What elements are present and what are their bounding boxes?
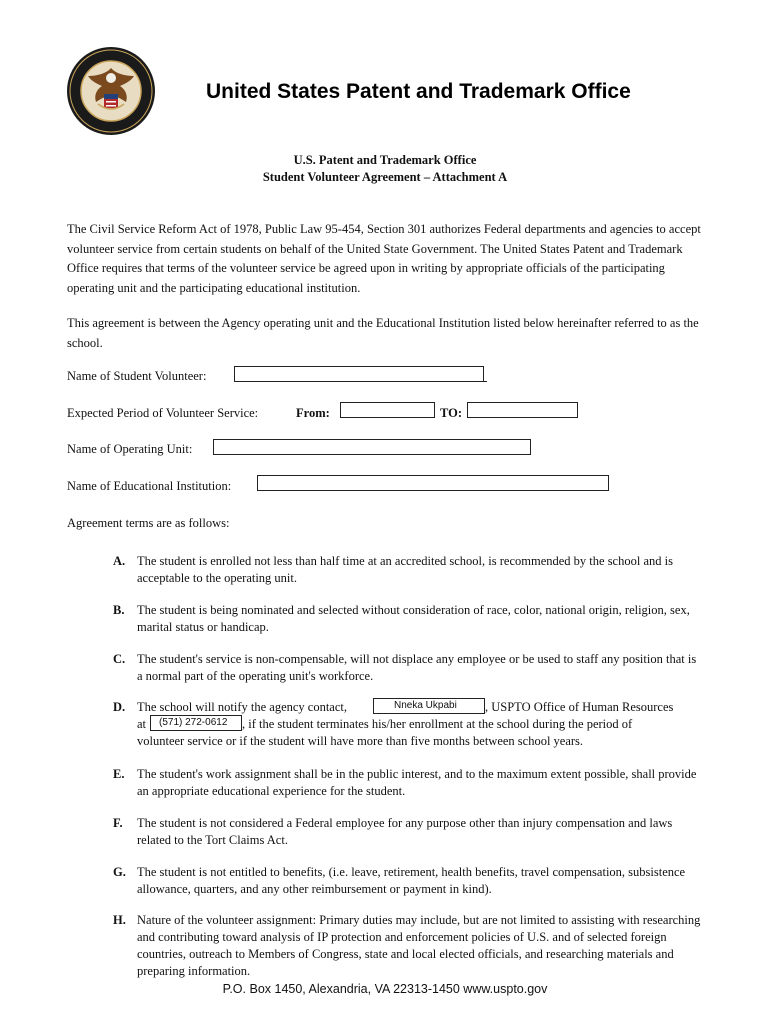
term-a-letter: A. bbox=[113, 554, 126, 568]
term-e-text: The student's work assignment shall be in the public interest, and to the maximum extent possible, shall provide an appropriate educational experience for the student. bbox=[137, 767, 697, 798]
term-c-letter: C. bbox=[113, 652, 126, 666]
educational-institution-field[interactable] bbox=[257, 475, 609, 491]
educational-institution-label: Name of Educational Institution: bbox=[67, 479, 232, 493]
term-c-text: The student's service is non-compensable, will not displace any employee or be used to staff any position that is a normal part of the operating unit's workforce. bbox=[137, 652, 697, 683]
agreement-paragraph: This agreement is between the Agency operating unit and the Educational Institution listed below hereinafter referred to as the school. bbox=[67, 316, 699, 350]
term-e-letter: E. bbox=[113, 767, 125, 781]
from-date-field[interactable] bbox=[340, 402, 435, 418]
term-b bbox=[113, 602, 703, 636]
student-name-label: Name of Student Volunteer: bbox=[67, 369, 207, 383]
term-f-letter: F. bbox=[113, 816, 123, 830]
intro-paragraph: The Civil Service Reform Act of 1978, Public Law 95-454, Section 301 authorizes Federal departments and agencies to accept volunteer service from certain students on behalf of the United State Government. The United States Patent and Trademark Office requires that terms of the volunteer service be agreed upon in writing by appropriate officials of the participating operating unit and the participating educational institution. bbox=[67, 222, 701, 295]
term-e bbox=[113, 766, 703, 800]
agreement-terms-heading: Agreement terms are as follows: bbox=[67, 516, 230, 530]
term-d-text-3: at bbox=[137, 717, 147, 731]
term-c bbox=[113, 651, 703, 685]
term-h-letter: H. bbox=[113, 913, 126, 927]
term-h-text: Nature of the volunteer assignment: Primary duties may include, but are not limited to assisting with researching and contributing toward analysis of IP protection and enforcement policies of U.S. and of selected foreign countries, outreach to Members of Congress, state and local elected officials, and researching materials and preparing information. bbox=[137, 913, 701, 978]
term-f-text: The student is not considered a Federal employee for any purpose other than injury compensation and laws related to the Tort Claims Act. bbox=[137, 816, 673, 847]
to-date-field[interactable] bbox=[467, 402, 578, 418]
contact-phone-field[interactable]: (571) 272-0612 bbox=[150, 715, 242, 731]
uspto-seal bbox=[66, 46, 156, 136]
term-b-text: The student is being nominated and selected without consideration of race, color, national origin, religion, sex, marital status or handicap. bbox=[137, 603, 690, 634]
volunteer-period-label: Expected Period of Volunteer Service: bbox=[67, 406, 259, 420]
agency-contact-field[interactable]: Nneka Ukpabi bbox=[373, 698, 485, 714]
term-a-text: The student is enrolled not less than half time at an accredited school, is recommended by the school and is acceptable to the operating unit. bbox=[137, 554, 673, 585]
term-d-text-4: , if the student terminates his/her enrollment at the school during the period of bbox=[242, 717, 633, 731]
subtitle-agreement: Student Volunteer Agreement – Attachment A bbox=[262, 170, 508, 184]
term-g bbox=[113, 864, 703, 898]
subtitle-office: U.S. Patent and Trademark Office bbox=[293, 153, 477, 167]
term-a bbox=[113, 553, 703, 587]
term-d bbox=[113, 700, 713, 752]
term-d-text-1: The school will notify the agency contact, bbox=[137, 700, 348, 714]
term-g-letter: G. bbox=[113, 865, 126, 879]
operating-unit-field[interactable] bbox=[213, 439, 531, 455]
term-f bbox=[113, 815, 703, 849]
to-label: TO: bbox=[440, 406, 462, 420]
page-title: United States Patent and Trademark Office bbox=[206, 80, 631, 103]
term-d-text-5: volunteer service or if the student will have more than five months between school years. bbox=[137, 734, 584, 748]
term-b-letter: B. bbox=[113, 603, 125, 617]
operating-unit-label: Name of Operating Unit: bbox=[67, 442, 193, 456]
term-d-text-2: , USPTO Office of Human Resources bbox=[485, 700, 674, 714]
term-g-text: The student is not entitled to benefits, (i.e. leave, retirement, health benefits, travel compensation, subsistence allowance, quarters, and any other reimbursement or payment in kind). bbox=[137, 865, 686, 896]
from-label: From: bbox=[296, 406, 330, 420]
student-name-field[interactable] bbox=[234, 366, 484, 382]
term-h bbox=[113, 912, 703, 980]
term-d-letter: D. bbox=[113, 700, 126, 714]
page-footer: P.O. Box 1450, Alexandria, VA 22313-1450 www.uspto.gov bbox=[222, 982, 548, 996]
